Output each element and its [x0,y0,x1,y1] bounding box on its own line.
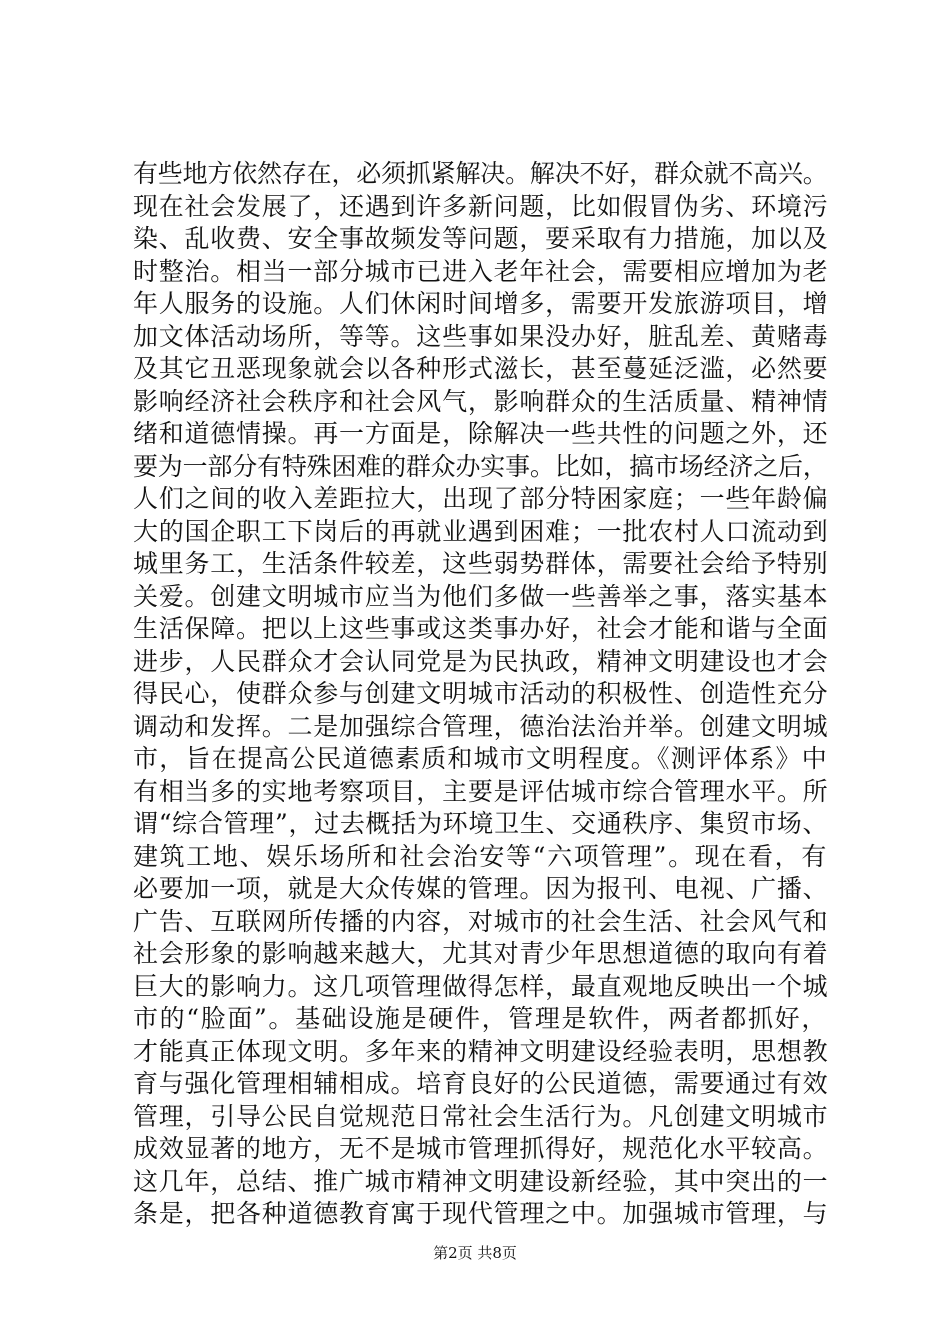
text-line: 育与强化管理相辅相成。培育良好的公民道德，需要通过有效 [133,1069,829,1098]
text-line: 才能真正体现文明。多年来的精神文明建设经验表明，思想教 [133,1036,829,1066]
text-line: 时整治。相当一部分城市已进入老年社会，需要相应增加为老 [133,256,829,286]
text-line: 进步，人民群众才会认同党是为民执政，精神文明建设也才会 [133,646,829,676]
page-footer: 第2页 共8页 [433,1244,517,1262]
text-line: 及其它丑恶现象就会以各种形式滋长，甚至蔓延泛滥，必然要 [133,354,829,383]
text-line: 这几年，总结、推广城市精神文明建设新经验，其中突出的一 [133,1166,829,1196]
text-line: 成效显著的地方，无不是城市管理抓得好，规范化水平较高。 [133,1134,829,1163]
text-line: 人们之间的收入差距拉大，出现了部分特困家庭；一些年龄偏 [133,484,829,513]
text-line: 要为一部分有特殊困难的群众办实事。比如，搞市场经济之后， [133,451,828,481]
text-line: 建筑工地、娱乐场所和社会治安等“六项管理”。现在看，有 [133,841,828,871]
text-line: 市的“脸面”。基础设施是硬件，管理是软件，两者都抓好， [133,1004,828,1033]
text-line: 广告、互联网所传播的内容，对城市的社会生活、社会风气和 [133,906,829,936]
text-line: 现在社会发展了，还遇到许多新问题，比如假冒伪劣、环境污 [133,191,829,221]
text-line: 染、乱收费、安全事故频发等问题，要采取有力措施，加以及 [133,224,829,253]
text-line: 社会形象的影响越来越大，尤其对青少年思想道德的取向有着 [133,939,829,968]
text-line: 加文体活动场所，等等。这些事如果没办好，脏乱差、黄赌毒 [133,321,829,351]
text-line: 大的国企职工下岗后的再就业遇到困难；一批农村人口流动到 [133,516,829,546]
text-line: 有些地方依然存在，必须抓紧解决。解决不好，群众就不高兴。 [133,159,828,188]
text-line: 管理，引导公民自觉规范日常社会生活行为。凡创建文明城市 [133,1101,829,1131]
body-text [133,158,833,1231]
text-line: 条是，把各种道德教育寓于现代管理之中。加强城市管理，与 [133,1199,829,1228]
text-line: 关爱。创建文明城市应当为他们多做一些善举之事，落实基本 [133,581,829,611]
text-line: 年人服务的设施。人们休闲时间增多，需要开发旅游项目，增 [133,289,829,318]
text-line: 谓“综合管理”，过去概括为环境卫生、交通秩序、集贸市场、 [133,809,829,838]
text-line: 城里务工，生活条件较差，这些弱势群体，需要社会给予特别 [133,549,829,578]
text-line: 市，旨在提高公民道德素质和城市文明程度。《测评体系》中 [133,744,828,773]
text-line: 得民心，使群众参与创建文明城市活动的积极性、创造性充分 [133,679,829,708]
text-line: 巨大的影响力。这几项管理做得怎样，最直观地反映出一个城 [133,971,829,1001]
text-line: 调动和发挥。二是加强综合管理，德治法治并举。创建文明城 [133,711,829,741]
text-line: 生活保障。把以上这些事或这类事办好，社会才能和谐与全面 [133,614,829,643]
text-line: 影响经济社会秩序和社会风气，影响群众的生活质量、精神情 [133,386,829,416]
text-line: 必要加一项，就是大众传媒的管理。因为报刊、电视、广播、 [133,874,829,903]
text-line: 绪和道德情操。再一方面是，除解决一些共性的问题之外，还 [133,419,829,448]
text-line: 有相当多的实地考察项目，主要是评估城市综合管理水平。所 [133,776,829,806]
